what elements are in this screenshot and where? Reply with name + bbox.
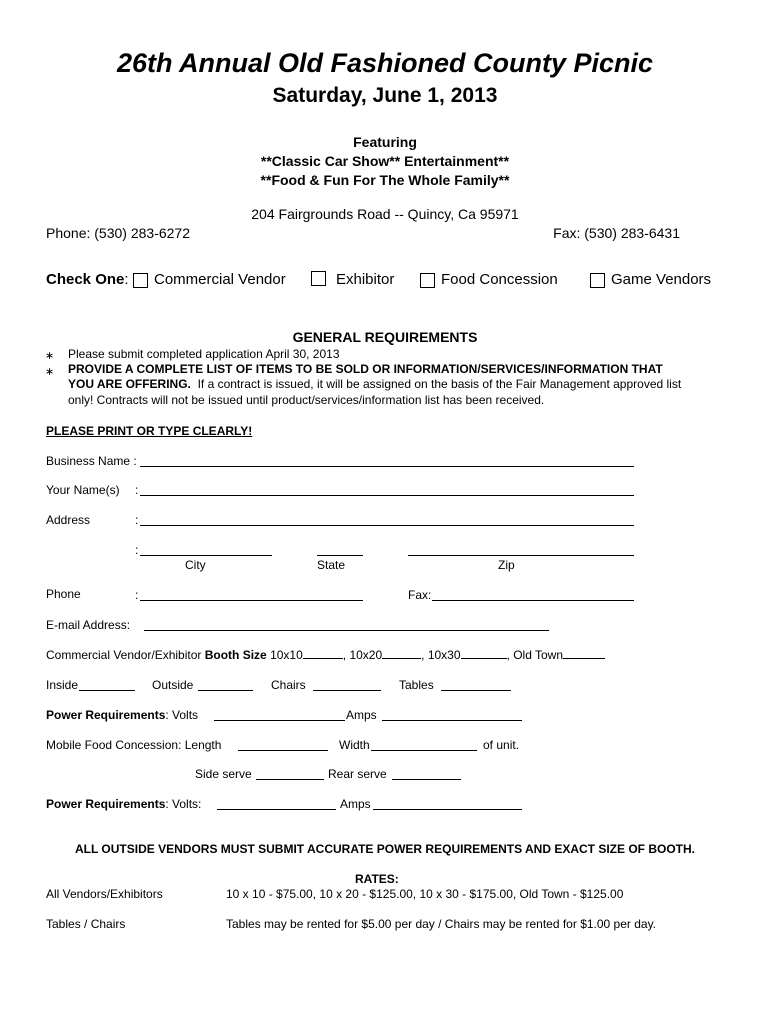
feature-line-2: **Food & Fun For The Whole Family** — [260, 172, 510, 188]
bullet-1: ∗ — [45, 350, 55, 362]
power-label-1: Power Requirements — [46, 708, 166, 722]
business-name-label: Business Name : — [46, 454, 137, 468]
print-notice: PLEASE PRINT OR TYPE CLEARLY! — [46, 424, 253, 438]
your-names-colon: : — [135, 483, 139, 497]
tables-chairs-rates: Tables may be rented for $5.00 per day / Chairs may be rented for $1.00 per day. — [226, 917, 657, 931]
state-field[interactable] — [317, 555, 363, 556]
chairs-field[interactable] — [313, 690, 381, 691]
power-row-2 — [46, 797, 201, 811]
event-date: Saturday, June 1, 2013 — [272, 84, 498, 107]
mobile-width-field[interactable] — [371, 750, 477, 751]
amps-label-1: Amps — [346, 708, 377, 722]
email-label: E-mail Address: — [46, 618, 131, 632]
your-names-field[interactable] — [140, 495, 634, 496]
side-serve-label: Side serve — [195, 767, 252, 781]
check-one-label: Check One — [46, 271, 125, 288]
zip-label: Zip — [498, 558, 515, 572]
power-amps-field-1[interactable] — [382, 720, 522, 721]
power-volts-field-1[interactable] — [214, 720, 345, 721]
rates-heading: RATES: — [355, 872, 399, 886]
featuring-heading: Featuring — [353, 134, 417, 150]
outside-field[interactable] — [198, 690, 253, 691]
vendors-rates-label: All Vendors/Exhibitors — [46, 887, 163, 901]
requirement-list-line-3: only! Contracts will not be issued until product/services/information list has been received. — [68, 393, 545, 407]
mobile-length-label: Mobile Food Concession: Length — [46, 738, 222, 752]
power-label-2: Power Requirements — [46, 797, 166, 811]
commercial-vendor-label: Commercial Vendor — [154, 271, 286, 288]
power-amps-field-2[interactable] — [373, 809, 522, 810]
chairs-label: Chairs — [271, 678, 306, 692]
inside-label: Inside — [46, 678, 79, 692]
check-one-row — [46, 271, 129, 288]
phone-label: Phone — [46, 587, 81, 601]
commercial-vendor-checkbox[interactable] — [133, 273, 148, 288]
tables-label: Tables — [399, 678, 434, 692]
requirement-list-line-1: PROVIDE A COMPLETE LIST OF ITEMS TO BE SOLD OR INFORMATION/SERVICES/INFORMATION THAT — [68, 362, 663, 376]
booth-10x30-field[interactable] — [461, 658, 507, 659]
exhibitor-checkbox[interactable] — [311, 271, 326, 286]
phone-field[interactable] — [140, 600, 363, 601]
game-vendors-checkbox[interactable] — [590, 273, 605, 288]
city-label: City — [185, 558, 206, 572]
of-unit-label: of unit. — [483, 738, 520, 752]
rear-serve-field[interactable] — [392, 779, 461, 780]
city-colon: : — [135, 543, 139, 557]
requirement-deadline: Please submit completed application April 30, 2013 — [68, 347, 340, 361]
check-one-colon: : — [124, 271, 129, 288]
power-volts-label-1: : Volts — [165, 708, 199, 722]
booth-prefix: Commercial Vendor/Exhibitor — [46, 648, 205, 662]
exhibitor-label: Exhibitor — [336, 271, 395, 288]
outside-vendors-notice: ALL OUTSIDE VENDORS MUST SUBMIT ACCURATE POWER REQUIREMENTS AND EXACT SIZE OF BOOTH. — [74, 842, 695, 856]
address-colon: : — [135, 513, 139, 527]
phone-colon: : — [135, 588, 139, 602]
booth-10x10-field[interactable] — [303, 658, 343, 659]
width-label: Width — [339, 738, 370, 752]
mobile-length-field[interactable] — [238, 750, 328, 751]
fax-label: Fax: — [408, 588, 432, 602]
vendors-rates-value: 10 x 10 - $75.00, 10 x 20 - $125.00, 10 x 30 - $175.00, Old Town - $125.00 — [226, 887, 624, 901]
rear-serve-label: Rear serve — [328, 767, 387, 781]
address-field[interactable] — [140, 525, 634, 526]
office-phone: Phone: (530) 283-6272 — [46, 225, 190, 241]
booth-size-label: Booth Size — [204, 648, 267, 662]
requirement-list-bold: YOU ARE OFFERING. — [68, 377, 191, 391]
tables-field[interactable] — [441, 690, 511, 691]
tables-chairs-label: Tables / Chairs — [46, 917, 126, 931]
food-concession-label: Food Concession — [441, 271, 558, 288]
email-field[interactable] — [144, 630, 549, 631]
state-label: State — [317, 558, 346, 572]
power-row-1 — [46, 708, 198, 722]
bullet-2: ∗ — [45, 366, 55, 378]
booth-10x10-label: 10x10 — [270, 648, 303, 662]
power-volts-field-2[interactable] — [217, 809, 336, 810]
requirements-heading: GENERAL REQUIREMENTS — [292, 329, 478, 345]
feature-line-1: **Classic Car Show** Entertainment** — [260, 153, 510, 169]
side-serve-field[interactable] — [256, 779, 324, 780]
booth-oldtown-field[interactable] — [563, 658, 605, 659]
office-fax: Fax: (530) 283-6431 — [553, 225, 680, 241]
booth-size-row — [46, 648, 605, 662]
outside-label: Outside — [152, 678, 194, 692]
venue-address: 204 Fairgrounds Road -- Quincy, Ca 95971 — [251, 206, 519, 222]
your-names-label: Your Name(s) — [46, 483, 120, 497]
business-name-field[interactable] — [140, 466, 634, 467]
city-field[interactable] — [140, 555, 272, 556]
booth-10x20-field[interactable] — [382, 658, 421, 659]
booth-10x20-label: , 10x20 — [342, 648, 383, 662]
food-concession-checkbox[interactable] — [420, 273, 435, 288]
fax-field[interactable] — [432, 600, 634, 601]
game-vendors-label: Game Vendors — [611, 271, 712, 288]
booth-10x30-label: , 10x30 — [421, 648, 461, 662]
amps-label-2: Amps — [340, 797, 371, 811]
requirement-list-rest: If a contract is issued, it will be assigned on the basis of the Fair Management approved list — [197, 377, 682, 391]
page-title: 26th Annual Old Fashioned County Picnic — [116, 48, 654, 78]
requirement-list-line-2 — [68, 377, 681, 393]
zip-field[interactable] — [408, 555, 634, 556]
address-label: Address — [46, 513, 91, 527]
power-volts-label-2: : Volts: — [165, 797, 202, 811]
inside-field[interactable] — [79, 690, 135, 691]
booth-oldtown-label: , Old Town — [506, 648, 564, 662]
